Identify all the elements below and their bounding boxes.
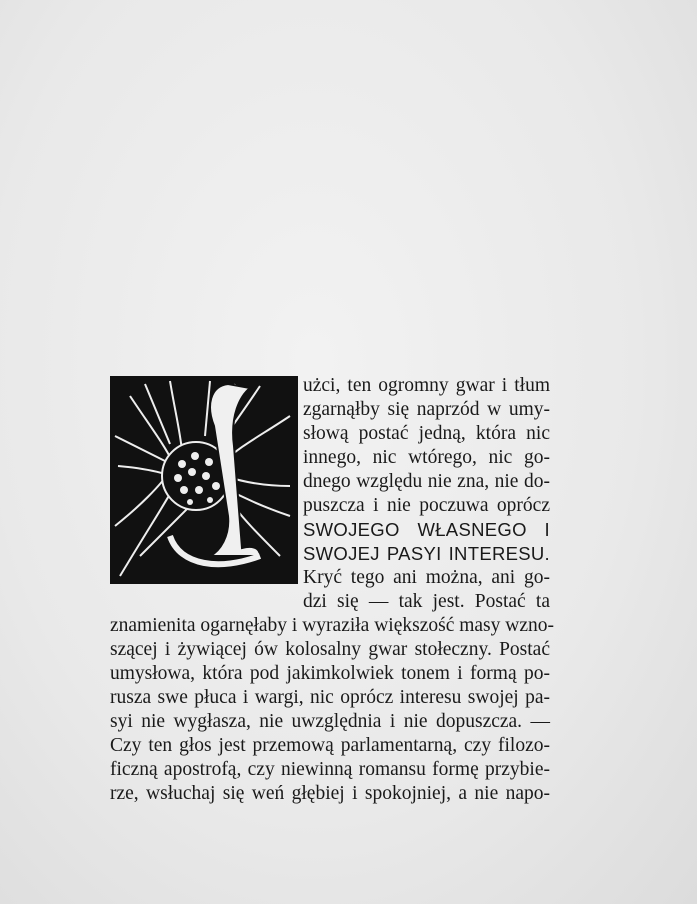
text-line: szącej i żywiącej ów kolosalny gwar stołeczny. Postać — [110, 639, 550, 660]
text-line: innego, nic wtórego, nic go- — [303, 447, 550, 468]
text-line: słową postać jedną, która nic — [303, 423, 550, 444]
text-line: Kryć tego ani można, ani go- — [303, 567, 550, 588]
text-line: zgarnąłby się naprzód w umy- — [303, 399, 550, 420]
text-line: syi nie wygłasza, nie uwzględnia i nie dopuszcza. — — [110, 711, 550, 732]
text-line: dnego względu nie zna, nie do- — [303, 471, 550, 492]
text-line-emphasis: SWOJEJ PASYI INTERESU. — [303, 543, 550, 564]
text-line: dzi się — tak jest. Postać ta — [303, 591, 550, 612]
text-line: znamienita ogarnęłaby i wyraziła większość masy wzno- — [110, 615, 554, 636]
text-line: puszcza i nie poczuwa oprócz — [303, 495, 550, 516]
text-line: umysłowa, która pod jakimkolwiek tonem i formą po- — [110, 663, 550, 684]
text-line: rze, wsłuchaj się weń głębiej i spokojniej, a nie napo- — [110, 783, 550, 804]
text-line: rusza swe płuca i wargi, nic oprócz interesu swojej pa- — [110, 687, 550, 708]
text-line-emphasis: SWOJEGO WŁASNEGO I — [303, 519, 550, 540]
text-line: ficzną apostrofą, czy niewinną romansu formę przybie- — [110, 759, 550, 780]
text-line: Czy ten głos jest przemową parlamentarną, czy filozo- — [110, 735, 550, 756]
ornamental-initial-l-icon — [110, 376, 298, 584]
text-line: użci, ten ogromny gwar i tłum — [303, 375, 550, 396]
